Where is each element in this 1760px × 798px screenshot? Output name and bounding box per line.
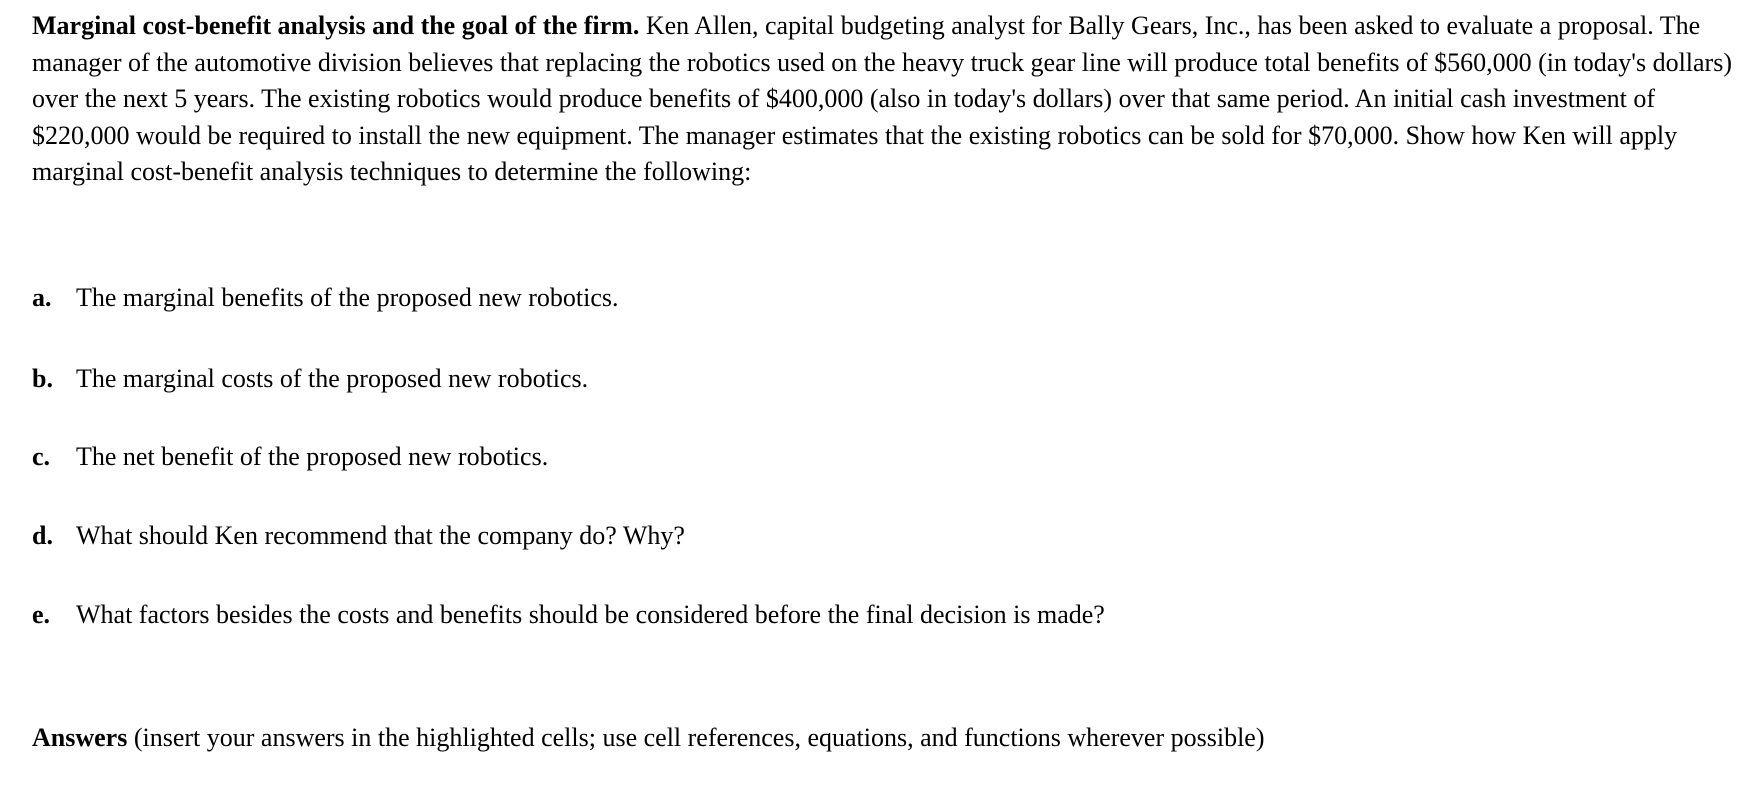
question-text: The marginal costs of the proposed new robotics. — [76, 364, 589, 393]
question-text: What factors besides the costs and benefits should be considered before the final decision is made? — [76, 600, 1105, 629]
question-letter: a. — [32, 283, 52, 312]
question-c — [32, 439, 548, 475]
answers-label: Answers — [32, 723, 128, 752]
question-e — [32, 597, 1105, 633]
question-text: The net benefit of the proposed new robotics. — [76, 442, 549, 471]
answers-text: (insert your answers in the highlighted cells; use cell references, equations, and functions wherever possible) — [127, 723, 1265, 752]
question-text: The marginal benefits of the proposed new robotics. — [76, 283, 619, 312]
problem-title: Marginal cost-benefit analysis and the goal of the firm. — [32, 11, 640, 40]
question-letter: d. — [32, 521, 53, 550]
question-b — [32, 361, 588, 397]
problem-body: Ken Allen, capital budgeting analyst for Bally Gears, Inc., has been asked to evaluate a proposal. The manager of the automotive division believes that replacing the robotics used on the heavy truck gear line will produce total benefits of $560,000 (in today's dollars) over the next 5 years. The existing robotics would produce benefits of $400,000 (also in today's dollars) over that same period. An initial cash investment of $220,000 would be required to install the new equipment. The manager estimates that the existing robotics can be sold for $70,000. Show how Ken will apply marginal cost-benefit analysis techniques to determine the following: — [32, 11, 1732, 186]
question-letter: e. — [32, 600, 51, 629]
question-letter: b. — [32, 364, 53, 393]
question-letter: c. — [32, 442, 51, 471]
problem-statement — [32, 8, 1754, 191]
question-a — [32, 280, 618, 316]
answers-instruction — [32, 720, 1265, 756]
question-d — [32, 518, 685, 554]
question-text: What should Ken recommend that the company do? Why? — [76, 521, 685, 550]
